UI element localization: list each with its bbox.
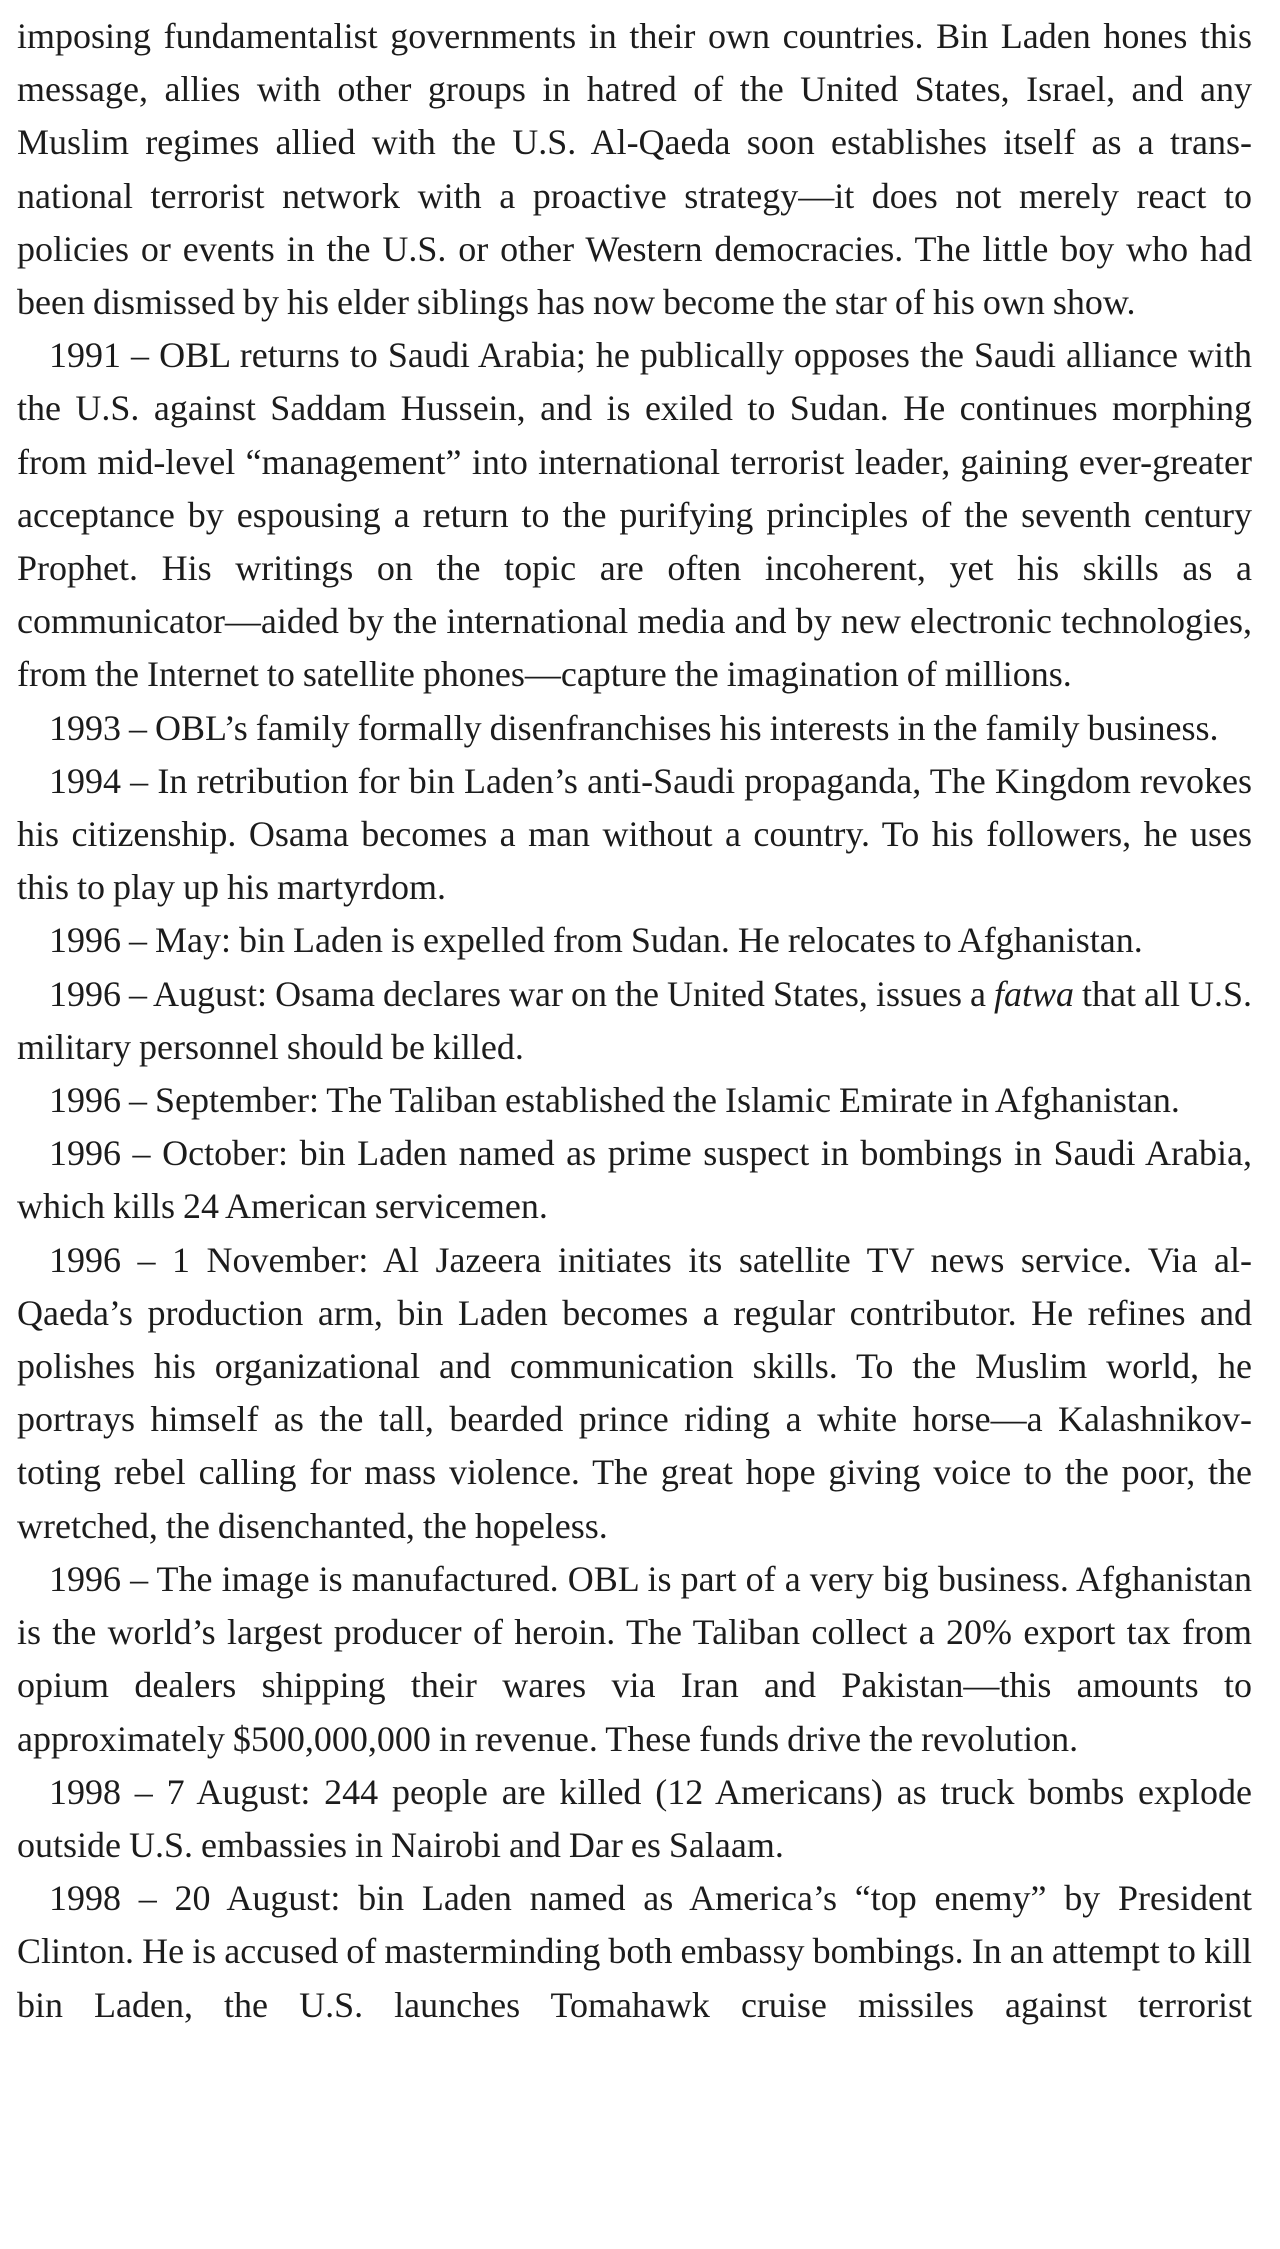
fatwa-term: fatwa <box>993 973 1074 1014</box>
paragraph-1996-august <box>17 968 1252 1074</box>
paragraph-1993: 1993 – OBL’s family formally disenfranchises his interests in the family business. <box>49 707 1219 748</box>
paragraph-1996-november: 1996 – 1 November: Al Jazeera initiates its satellite TV news service. Via al-Qaeda’s production arm, bin Laden becomes a regular contributor. He refines and polishes his organizational and communication skills. To the Muslim world, he portrays himself as the tall, bearded prince riding a white horse—a Kalashnikov-toting rebel calling for mass violence. The great hope giving voice to the poor, the wretched, the disenchanted, the hopeless. <box>17 1239 1252 1546</box>
paragraph-1998-august-20: 1998 – 20 August: bin Laden named as America’s “top enemy” by President Clinton. He is accused of masterminding both embassy bombings. In an attempt to kill bin Laden, the U.S. launches Tomahawk cruise missiles against terrorist <box>17 1878 1252 2025</box>
paragraph-1998-august-7: 1998 – 7 August: 244 people are killed (12 Americans) as truck bombs explode outside U.S. embassies in Nairobi and Dar es Salaam. <box>17 1771 1252 1865</box>
paragraph-continued: imposing fundamentalist governments in their own countries. Bin Laden hones this message, allies with other groups in hatred of the United States, Israel, and any Muslim regimes allied with the U.S. Al-Qaeda soon establishes itself as a trans-national terrorist network with a proactive strategy—it does not merely react to policies or events in the U.S. or other Western democracies. The little boy who had been dismissed by his elder siblings has now become the star of his own show. <box>17 16 1252 323</box>
paragraph-1996-may: 1996 – May: bin Laden is expelled from Sudan. He relocates to Afghanistan. <box>49 920 1143 961</box>
paragraph-1996-august-before: 1996 – August: Osama declares war on the United States, issues a <box>49 973 994 1014</box>
paragraph-1996-image: 1996 – The image is manufactured. OBL is part of a very big business. Afghanistan is the world’s largest producer of heroin. The Taliban collect a 20% export tax from opium dealers shipping their wares via Iran and Pakistan—this amounts to approximately $500,000,000 in revenue. These funds drive the revolution. <box>17 1558 1252 1759</box>
paragraph-1996-october: 1996 – October: bin Laden named as prime suspect in bombings in Saudi Arabia, which kills 24 American servicemen. <box>17 1133 1252 1227</box>
paragraph-1991: 1991 – OBL returns to Saudi Arabia; he publically opposes the Saudi alliance with the U.S. against Saddam Hussein, and is exiled to Sudan. He continues morphing from mid-level “management” into international terrorist leader, gaining ever-greater acceptance by espousing a return to the purifying principles of the seventh century Prophet. His writings on the topic are often incoherent, yet his skills as a communicator—aided by the international media and by new electronic technologies, from the Internet to satellite phones—capture the imagination of millions. <box>17 335 1252 695</box>
paragraph-1996-september: 1996 – September: The Taliban established the Islamic Emirate in Afghanistan. <box>49 1080 1180 1121</box>
paragraph-1994: 1994 – In retribution for bin Laden’s anti-Saudi propaganda, The Kingdom revokes his citizenship. Osama becomes a man without a country. To his followers, he uses this to play up his martyrdom. <box>17 760 1252 908</box>
paragraph-1996-august-after: that all U.S. military personnel should be killed. <box>17 973 1253 1067</box>
